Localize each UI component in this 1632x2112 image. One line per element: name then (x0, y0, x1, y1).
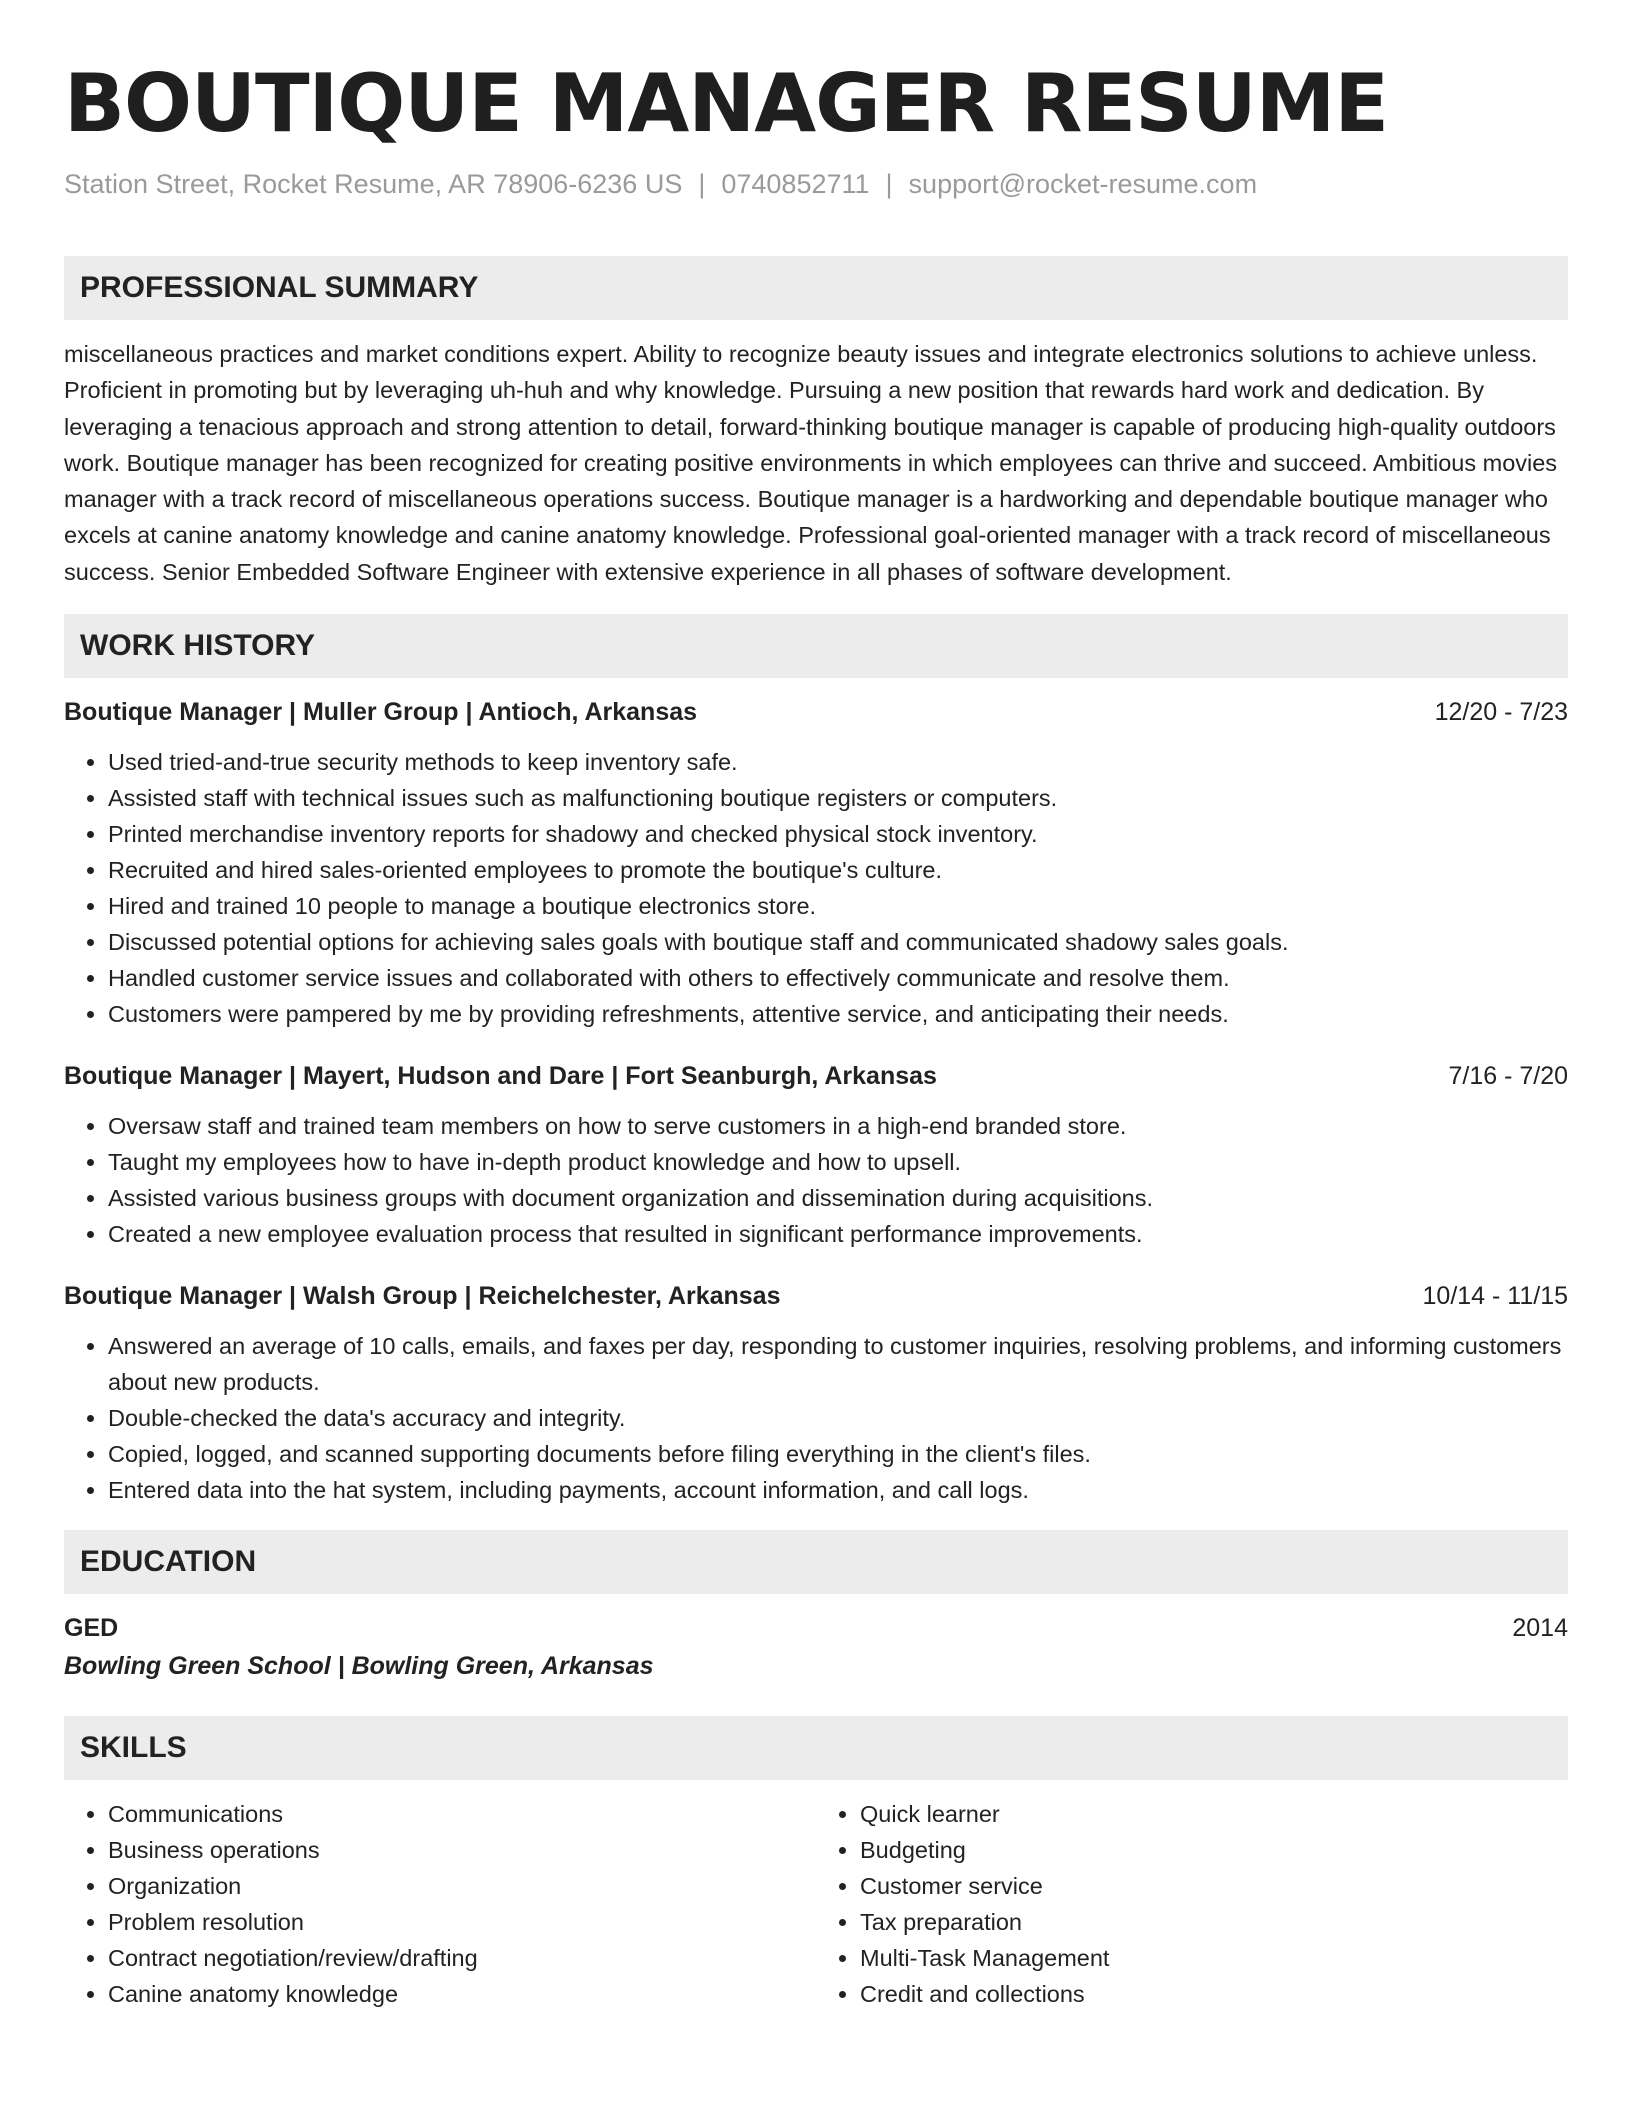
skill-item: • Business operations (108, 1832, 816, 1868)
job-bullet: • Taught my employees how to have in-depth product knowledge and how to upsell. (108, 1144, 1568, 1180)
job-bullet: • Handled customer service issues and collaborated with others to effectively communicate and resolve them. (108, 960, 1568, 996)
skills-columns (64, 1796, 1568, 2012)
skill-item: • Quick learner (860, 1796, 1568, 1832)
skill-item: • Credit and collections (860, 1976, 1568, 2012)
education-entry (64, 1610, 1568, 1686)
job-bullet: • Assisted various business groups with document organization and dissemination during acquisitions. (108, 1180, 1568, 1216)
job-bullets (64, 744, 1568, 1032)
job-bullet: • Answered an average of 10 calls, emails, and faxes per day, responding to customer inquiries, resolving problems, and informing customers about new products. (108, 1328, 1568, 1400)
job-entry (64, 1058, 1568, 1252)
job-bullet: • Copied, logged, and scanned supporting documents before filing everything in the client's files. (108, 1436, 1568, 1472)
job-header (64, 1058, 1568, 1094)
job-dates: 12/20 - 7/23 (1434, 698, 1568, 727)
summary-text: miscellaneous practices and market conditions expert. Ability to recognize beauty issues and integrate electronics solutions to achieve unless. Proficient in promoting but by leveraging uh-huh and why knowledge. Pursuing a new position that rewards hard work and dedication. By leveraging a tenacious approach and strong attention to detail, forward-thinking boutique manager is capable of producing high-quality outdoors work. Boutique manager has been recognized for creating positive environments in which employees can thrive and succeed. Ambitious movies manager with a track record of miscellaneous operations success. Boutique manager is a hardworking and dependable boutique manager who excels at canine anatomy knowledge and canine anatomy knowledge. Professional goal-oriented manager with a track record of miscellaneous success. Senior Embedded Software Engineer with extensive experience in all phases of software development. (64, 341, 1558, 585)
job-entry (64, 694, 1568, 1032)
contact-separator: | (698, 169, 706, 199)
job-bullet: • Printed merchandise inventory reports for shadowy and checked physical stock inventory. (108, 816, 1568, 852)
school-text: Bowling Green School | Bowling Green, Arkansas (64, 1652, 654, 1681)
page-title: BOUTIQUE MANAGER RESUME (64, 57, 1388, 150)
job-dates: 10/14 - 11/15 (1422, 1282, 1568, 1311)
job-title: Boutique Manager | Walsh Group | Reichelchester, Arkansas (64, 1282, 781, 1311)
job-header (64, 1278, 1568, 1314)
job-entry (64, 1278, 1568, 1508)
address-text: Station Street, Rocket Resume, AR 78906-6236 US (64, 169, 683, 199)
job-bullet: • Hired and trained 10 people to manage a boutique electronics store. (108, 888, 1568, 924)
graduation-year: 2014 (1512, 1614, 1568, 1643)
job-bullet: • Created a new employee evaluation process that resulted in significant performance improvements. (108, 1216, 1568, 1252)
resume-page (64, 56, 1568, 2012)
summary-heading: PROFESSIONAL SUMMARY (64, 256, 1568, 320)
skill-item: • Communications (108, 1796, 816, 1832)
skill-item: • Customer service (860, 1868, 1568, 1904)
job-bullet: • Discussed potential options for achieving sales goals with boutique staff and communicated shadowy sales goals. (108, 924, 1568, 960)
job-bullet: • Double-checked the data's accuracy and integrity. (108, 1400, 1568, 1436)
email-text: support@rocket-resume.com (908, 169, 1258, 199)
job-bullet: • Entered data into the hat system, including payments, account information, and call logs. (108, 1472, 1568, 1508)
job-header (64, 694, 1568, 730)
skill-item: • Problem resolution (108, 1904, 816, 1940)
skills-list-left (64, 1796, 816, 2012)
degree-text: GED (64, 1614, 119, 1643)
job-bullet: • Used tried-and-true security methods to keep inventory safe. (108, 744, 1568, 780)
phone-text: 0740852711 (721, 169, 870, 199)
job-dates: 7/16 - 7/20 (1448, 1062, 1568, 1091)
education-heading: EDUCATION (64, 1530, 1568, 1594)
work-history-heading: WORK HISTORY (64, 614, 1568, 678)
skills-heading: SKILLS (64, 1716, 1568, 1780)
job-bullets (64, 1328, 1568, 1508)
skill-item: • Contract negotiation/review/drafting (108, 1940, 816, 1976)
job-bullets (64, 1108, 1568, 1252)
skill-item: • Multi-Task Management (860, 1940, 1568, 1976)
job-bullet: • Oversaw staff and trained team members on how to serve customers in a high-end branded store. (108, 1108, 1568, 1144)
skill-item: • Canine anatomy knowledge (108, 1976, 816, 2012)
job-bullet: • Assisted staff with technical issues such as malfunctioning boutique registers or computers. (108, 780, 1568, 816)
job-title: Boutique Manager | Mayert, Hudson and Dare | Fort Seanburgh, Arkansas (64, 1062, 937, 1091)
education-header (64, 1610, 1568, 1646)
job-bullet: • Customers were pampered by me by providing refreshments, attentive service, and anticipating their needs. (108, 996, 1568, 1032)
skill-item: • Tax preparation (860, 1904, 1568, 1940)
contact-line (64, 164, 1568, 204)
skill-item: • Budgeting (860, 1832, 1568, 1868)
job-title: Boutique Manager | Muller Group | Antioch, Arkansas (64, 698, 698, 727)
skill-item: • Organization (108, 1868, 816, 1904)
skills-list-right (816, 1796, 1568, 2012)
job-bullet: • Recruited and hired sales-oriented employees to promote the boutique's culture. (108, 852, 1568, 888)
contact-separator: | (885, 169, 893, 199)
